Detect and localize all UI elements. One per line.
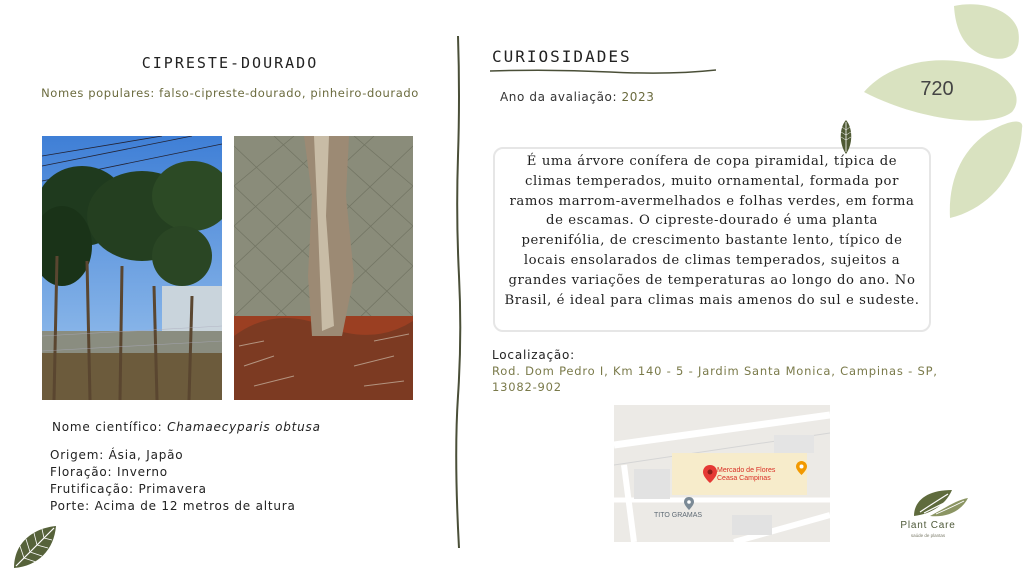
plant-care-logo-icon bbox=[910, 486, 970, 520]
map-place-line1: Mercado de Flores bbox=[717, 467, 776, 474]
scientific-name-label: Nome científico: bbox=[52, 420, 168, 434]
popular-names: Nomes populares: falso-cipreste-dourado, pinheiro-dourado bbox=[41, 86, 419, 100]
evaluation-year bbox=[500, 90, 655, 104]
fruiting-text: Frutificação: Primavera bbox=[50, 482, 207, 496]
description-box: É uma árvore conífera de copa piramidal, típica de climas temperados, muito ornamental, formada por ramos marrom-avermelhados e folhas verdes, em forma de escamas. O cipreste-dourado é uma planta perenifólia, de crescimento bastante lento, típico de locais ensolarados de climas temperados, sujeitos a grandes variações de temperaturas ao longo do ano. No Brasil, é ideal para climas mais amenos do sul e sudeste. bbox=[493, 147, 931, 332]
brand-name: Plant Care bbox=[900, 520, 956, 531]
tree-photo bbox=[42, 136, 222, 400]
food-pin-icon[interactable] bbox=[796, 461, 807, 475]
trunk-photo bbox=[234, 136, 413, 400]
brand-tagline: saúde de plantas bbox=[910, 533, 946, 538]
flowering-text: Floração: Inverno bbox=[50, 465, 168, 479]
map-place-line2: Ceasa Campinas bbox=[717, 475, 771, 482]
map-pin-icon[interactable] bbox=[703, 465, 717, 483]
poi-pin-icon[interactable] bbox=[684, 497, 694, 510]
scientific-name: Chamaecyparis obtusa bbox=[167, 420, 321, 434]
scientific-name-row bbox=[52, 420, 321, 434]
column-divider bbox=[454, 36, 464, 548]
year-label: Ano da avaliação: bbox=[500, 90, 622, 104]
location-label: Localização: bbox=[492, 348, 576, 362]
badge-number: 720 bbox=[920, 78, 954, 100]
leaf-icon bbox=[10, 522, 60, 572]
title-underline bbox=[490, 66, 716, 76]
location-map[interactable] bbox=[614, 405, 830, 542]
leaf-cluster-icon bbox=[862, 0, 1024, 222]
curiosities-title: CURIOSIDADES bbox=[492, 47, 632, 66]
size-text: Porte: Acima de 12 metros de altura bbox=[50, 499, 296, 513]
small-leaf-icon bbox=[837, 120, 855, 154]
year-value: 2023 bbox=[621, 90, 655, 104]
map-place-label bbox=[717, 467, 775, 483]
location-address: Rod. Dom Pedro I, Km 140 - 5 - Jardim Santa Monica, Campinas - SP, 13082-902 bbox=[492, 364, 938, 394]
map-poi-label: TITO GRAMAS bbox=[654, 512, 703, 519]
plant-name-title: CIPRESTE-DOURADO bbox=[141, 54, 319, 72]
origin-text: Origem: Ásia, Japão bbox=[50, 448, 184, 462]
plant-facts bbox=[50, 447, 296, 515]
